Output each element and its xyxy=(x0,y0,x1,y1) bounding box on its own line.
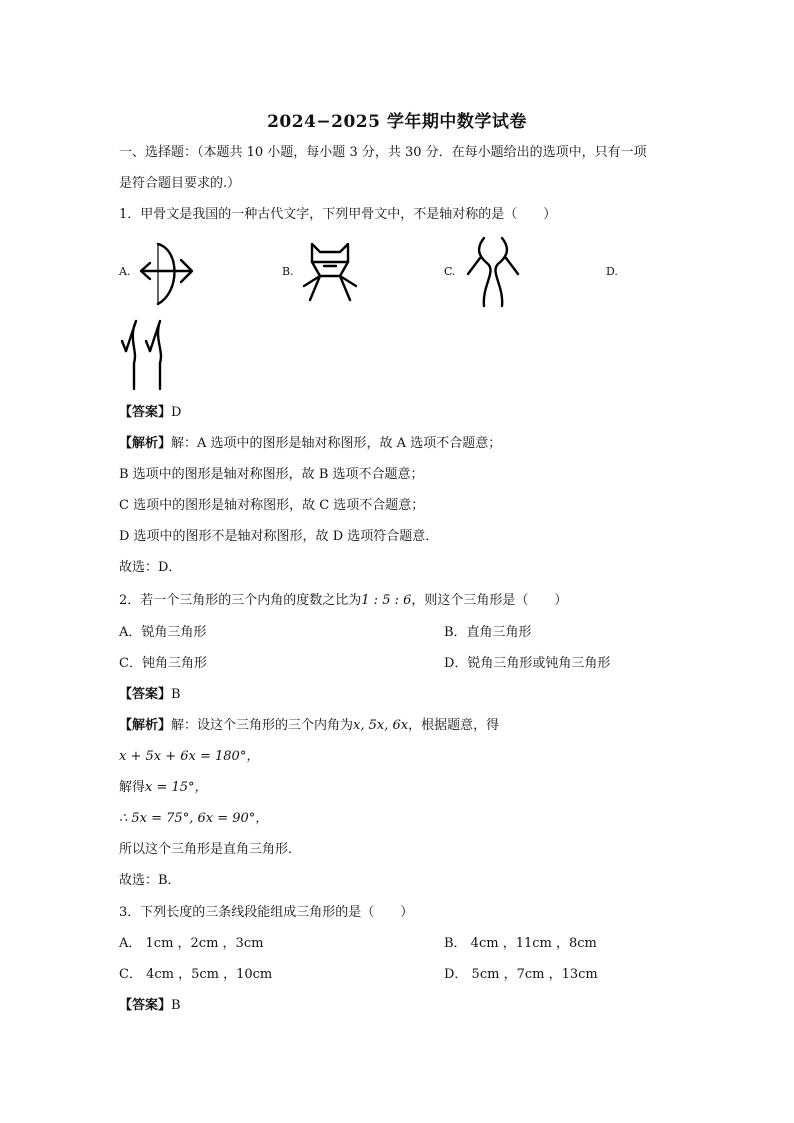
q3-option-b: B． 4cm ，11cm ，8cm xyxy=(444,936,597,951)
q2-analysis-line1 xyxy=(119,717,499,735)
q2-option-c: C．钝角三角形 xyxy=(119,656,207,671)
q1-answer: D xyxy=(171,405,182,420)
q1-option-d-label: D. xyxy=(606,265,618,278)
q2-answer-line xyxy=(119,686,181,704)
q3-option-a: A． 1cm ，2cm ，3cm xyxy=(119,936,264,951)
answer-tag: 【答案】 xyxy=(119,405,172,420)
section-heading-line1: 一、选择题：（本题共 10 小题，每小题 3 分，共 30 分．在每小题给出的选项中，只有一项 xyxy=(119,145,647,160)
q1-analysis-line4: D 选项中的图形不是轴对称图形，故 D 选项符合题意． xyxy=(119,529,439,544)
q2-equation-3: ∴ 5x = 75°, 6x = 90°， xyxy=(119,811,269,826)
q2-analysis-math: x, 5x, 6x xyxy=(353,718,409,733)
q1-analysis-text: 解：A 选项中的图形是轴对称图形，故 A 选项不合题意； xyxy=(171,436,502,451)
answer-tag: 【答案】 xyxy=(119,998,172,1013)
bow-arrow-glyph-icon xyxy=(136,238,198,308)
q1-stem: 1．甲骨文是我国的一种古代文字，下列甲骨文中，不是轴对称的是（ ） xyxy=(119,207,557,222)
q1-option-c-label: C. xyxy=(444,265,456,278)
q2-answer: B xyxy=(171,687,181,702)
q1-choose: 故选：D． xyxy=(119,560,182,575)
q2-analysis-prefix: 解：设这个三角形的三个内角为 xyxy=(171,718,354,733)
q1-analysis-line1 xyxy=(119,435,501,453)
page-title: 2024−2025 学年期中数学试卷 xyxy=(267,112,527,132)
q3-answer-line xyxy=(119,997,181,1015)
q1-analysis-line2: B 选项中的图形是轴对称图形，故 B 选项不合题意； xyxy=(119,467,424,482)
q3-option-c: C． 4cm ，5cm ，10cm xyxy=(119,967,273,982)
q2-eq2-math: x = 15°， xyxy=(145,780,208,795)
q2-stem-suffix: ，则这个三角形是（ ） xyxy=(411,593,568,608)
q2-choose: 故选：B． xyxy=(119,873,181,888)
q2-equation-1: x + 5x + 6x = 180°， xyxy=(119,749,260,764)
q2-option-d: D．锐角三角形或钝角三角形 xyxy=(444,656,611,671)
q2-conclusion: 所以这个三角形是直角三角形． xyxy=(119,842,302,857)
q2-stem xyxy=(119,592,567,610)
q2-eq2-prefix: 解得 xyxy=(119,780,146,795)
q1-option-a-label: A. xyxy=(119,265,131,278)
two-persons-glyph-icon xyxy=(118,315,180,393)
q2-option-b: B．直角三角形 xyxy=(444,625,532,640)
q2-ratio: 1 : 5 : 6 xyxy=(361,593,412,608)
q2-equation-2 xyxy=(119,779,208,797)
twin-figure-glyph-icon xyxy=(462,234,524,310)
section-heading-line2: 是符合题目要求的.） xyxy=(119,176,241,191)
q1-option-b-label: B. xyxy=(282,265,294,278)
q2-stem-prefix: 2．若一个三角形的三个内角的度数之比为 xyxy=(119,593,362,608)
q3-stem: 3．下列长度的三条线段能组成三角形的是（ ） xyxy=(119,905,414,920)
answer-tag: 【答案】 xyxy=(119,687,172,702)
q3-option-d: D． 5cm ，7cm ，13cm xyxy=(444,967,598,982)
analysis-tag: 【解析】 xyxy=(119,436,172,451)
q2-option-a: A．锐角三角形 xyxy=(119,625,207,640)
q1-analysis-line3: C 选项中的图形是轴对称图形，故 C 选项不合题意； xyxy=(119,498,425,513)
q2-analysis-suffix: ，根据题意，得 xyxy=(408,718,500,733)
cat-head-glyph-icon xyxy=(300,238,362,308)
q3-answer: B xyxy=(171,998,181,1013)
analysis-tag: 【解析】 xyxy=(119,718,172,733)
q1-answer-line xyxy=(119,404,181,422)
